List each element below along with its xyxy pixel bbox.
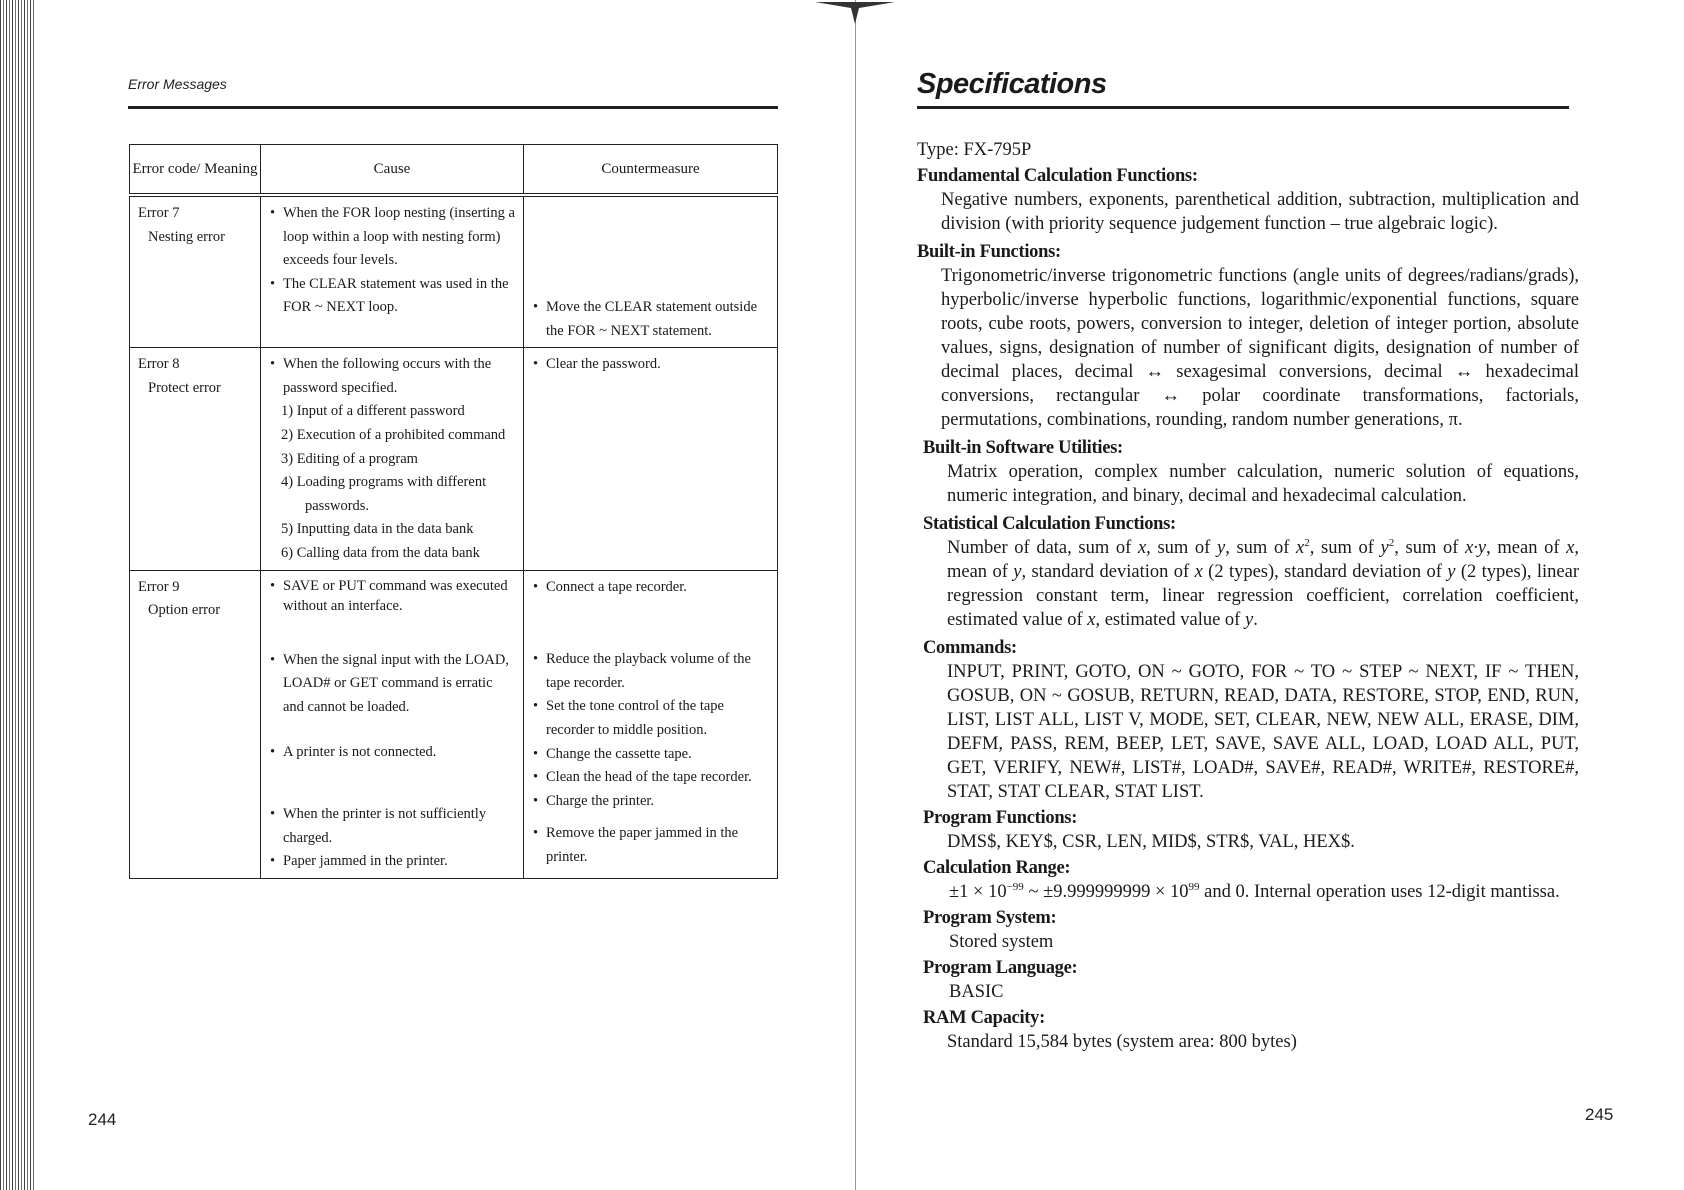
countermeasure-cell xyxy=(524,348,778,570)
specifications-list xyxy=(917,138,1579,1056)
countermeasure-item: • Set the tone control of the tape recorder to middle position. xyxy=(532,695,771,742)
header-rule xyxy=(917,106,1569,109)
spec-heading: Program Language: xyxy=(923,958,1078,978)
spec-body: $\pm 1 \times 10^{-99}$ ~ $\pm 9.999999999 \times 10^{99}$ and 0. Internal operation uses 12-digit mantissa. xyxy=(949,880,1560,902)
error-code-cell xyxy=(130,195,261,348)
cause-cell xyxy=(261,348,524,570)
countermeasure-item: • Connect a tape recorder. xyxy=(532,576,771,600)
error-meaning: Nesting error xyxy=(148,228,225,245)
cause-subitem: 6) Calling data from the data bank xyxy=(281,544,480,561)
cause-item: • The CLEAR statement was used in the FOR ~ NEXT loop. xyxy=(269,273,517,320)
spec-body: Number of data, sum of x, sum of y, sum of $x^2$, sum of $y^2$, sum of x·y, mean of x, mean of y, standard deviation of x (2 types), standard deviation of y (2 types), linear regression constant term, linear regression coefficient, correlation coefficient, estimated value of x, estimated value of y. xyxy=(947,536,1580,630)
cause-item: • When the FOR loop nesting (inserting a loop within a loop with nesting form) exceeds four levels. xyxy=(269,202,517,273)
countermeasure-item: • Remove the paper jammed in the printer. xyxy=(532,822,771,869)
cause-subitem: 3) Editing of a program xyxy=(281,450,418,467)
running-head: Error Messages xyxy=(128,76,227,92)
spec-section xyxy=(917,164,1579,236)
page-gutter xyxy=(855,0,856,1190)
cause-item: • When the following occurs with the password specified. xyxy=(269,353,517,400)
table-row xyxy=(130,348,778,570)
spec-section xyxy=(917,806,1579,854)
cause-subitem: 4) Loading programs with different passwords. xyxy=(281,474,487,514)
countermeasure-item: • Reduce the playback volume of the tape recorder. xyxy=(532,648,771,695)
spacer xyxy=(532,202,771,296)
countermeasure-item: • Clear the password. xyxy=(532,353,771,377)
spec-body: BASIC xyxy=(949,982,1004,1002)
spec-section xyxy=(917,436,1579,508)
cause-item: • When the signal input with the LOAD, LOAD# or GET command is erratic and cannot be loaded. xyxy=(269,649,517,720)
header-error-code: Error code/ Meaning xyxy=(130,145,261,196)
cause-cell xyxy=(261,195,524,348)
header-rule xyxy=(128,106,778,109)
spacer xyxy=(269,765,517,803)
table-row xyxy=(130,195,778,348)
error-code-cell xyxy=(130,570,261,878)
error-meaning: Option error xyxy=(148,602,221,619)
spec-heading: Program System: xyxy=(923,908,1057,928)
header-cause: Cause xyxy=(261,145,524,196)
cause-subitem: 1) Input of a different password xyxy=(281,403,465,420)
countermeasure-item: • Change the cassette tape. xyxy=(532,743,771,767)
spec-section xyxy=(917,906,1579,954)
spec-heading: Commands: xyxy=(923,638,1017,658)
right-page-number: 245 xyxy=(1585,1105,1614,1124)
spec-body: DMS$, KEY$, CSR, LEN, MID$, STR$, VAL, HEX$. xyxy=(947,832,1355,852)
cause-subitem: 2) Execution of a prohibited command xyxy=(281,426,506,443)
header-countermeasure: Countermeasure xyxy=(524,145,778,196)
countermeasure-item: • Move the CLEAR statement outside the FOR ~ NEXT statement. xyxy=(532,296,771,343)
spec-body: Trigonometric/inverse trigonometric functions (angle units of degrees/radians/grads), hyperbolic/inverse hyperbolic functions, logarithmic/exponential functions, square roots, cube roots, powers, conversion to integer, deletion of integer portion, absolute values, signs, designation of number of significant digits, designation of number of decimal places, decimal ↔ sexagesimal conversions, decimal ↔ hexadecimal conversions, rectangular ↔ polar coordinate transformations, factorials, permutations, combinations, rounding, random number generations, π. xyxy=(941,266,1579,430)
spec-section xyxy=(917,856,1579,904)
spec-heading: Built-in Software Utilities: xyxy=(923,438,1123,458)
countermeasure-item: • Charge the printer. xyxy=(532,790,771,814)
spacer xyxy=(269,719,517,741)
spec-section xyxy=(917,636,1579,804)
countermeasure-cell xyxy=(524,195,778,348)
spec-heading: Built-in Functions: xyxy=(917,242,1061,262)
error-meaning: Protect error xyxy=(148,379,221,396)
cause-item: • Paper jammed in the printer. xyxy=(269,850,517,874)
spec-type-value: FX-795P xyxy=(963,140,1032,160)
error-code: Error 8 xyxy=(138,356,180,373)
cause-cell xyxy=(261,570,524,878)
spec-section xyxy=(917,956,1579,1004)
table-header-row xyxy=(130,145,778,196)
spacer xyxy=(532,813,771,822)
countermeasure-item: • Clean the head of the tape recorder. xyxy=(532,766,771,790)
cause-item: • SAVE or PUT command was executed without an interface. xyxy=(269,576,517,616)
spec-body: Standard 15,584 bytes (system area: 800 bytes) xyxy=(947,1032,1297,1052)
spec-section xyxy=(917,1006,1579,1054)
book-binding-edge xyxy=(0,0,36,1190)
page-title: Specifications xyxy=(917,68,1107,100)
spacer xyxy=(269,616,517,649)
spec-type xyxy=(917,138,1579,162)
error-code-cell xyxy=(130,348,261,570)
fold-marker-icon xyxy=(815,0,895,24)
spec-section xyxy=(917,512,1579,632)
spec-heading: Calculation Range: xyxy=(923,858,1071,878)
cause-item: • A printer is not connected. xyxy=(269,741,517,765)
spec-heading: Statistical Calculation Functions: xyxy=(923,514,1176,534)
spacer xyxy=(532,599,771,648)
spec-type-label: Type: xyxy=(917,140,959,160)
spec-heading: Program Functions: xyxy=(923,808,1078,828)
spec-heading: RAM Capacity: xyxy=(923,1008,1045,1028)
cause-item: • When the printer is not sufficiently charged. xyxy=(269,803,517,850)
spec-body: INPUT, PRINT, GOTO, ON ~ GOTO, FOR ~ TO ~ STEP ~ NEXT, IF ~ THEN, GOSUB, ON ~ GOSUB, RETURN, READ, DATA, RESTORE, STOP, END, RUN, LIST, LIST ALL, LIST V, MODE, SET, CLEAR, NEW, NEW ALL, ERASE, DIM, DEFM, PASS, REM, BEEP, LET, SAVE, SAVE ALL, LOAD, LOAD ALL, PUT, GET, VERIFY, NEW#, LIST#, LOAD#, SAVE#, READ#, WRITE#, RESTORE#, STAT, STAT CLEAR, STAT LIST. xyxy=(947,662,1579,802)
error-code: Error 9 xyxy=(138,578,180,595)
spec-section xyxy=(917,240,1579,432)
spec-body: Negative numbers, exponents, parenthetical addition, subtraction, multiplication and division (with priority sequence judgement function – true algebraic logic). xyxy=(941,190,1579,234)
spec-body: Matrix operation, complex number calculation, numeric solution of equations, numeric integration, and binary, decimal and hexadecimal calculation. xyxy=(947,462,1579,506)
error-messages-table xyxy=(129,144,778,879)
spec-body: Stored system xyxy=(949,932,1054,952)
cause-subitem: 5) Inputting data in the data bank xyxy=(281,521,474,538)
countermeasure-cell xyxy=(524,570,778,878)
error-table-container xyxy=(129,144,777,879)
left-page-number: 244 xyxy=(88,1110,117,1129)
error-code: Error 7 xyxy=(138,205,180,221)
table-row xyxy=(130,570,778,878)
spec-heading: Fundamental Calculation Functions: xyxy=(917,166,1198,186)
